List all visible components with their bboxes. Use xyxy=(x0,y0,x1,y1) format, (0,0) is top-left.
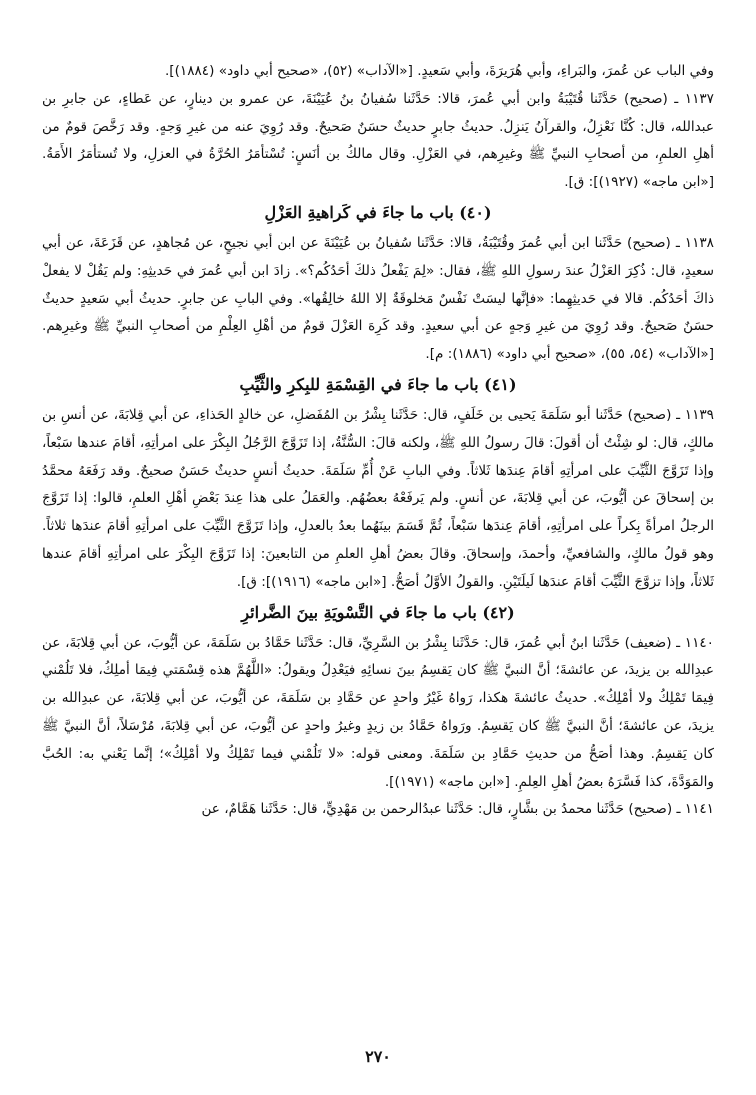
page-number: ٢٧٠ xyxy=(365,1047,391,1066)
hadith-1138: ١١٣٨ ـ (صحيح) حَدَّثَنا ابن أبي عُمرَ وقُتَيْبَةُ، قالا: حَدَّثَنا سُفيانُ بن عُيَيْنَةَ عن ابن أبي نجيحٍ، عن مُجاهدٍ، عن قَزَعَةَ، عن أبي سعيدٍ، قال: ذُكِرَ العَزْلُ عندَ رسولِ اللهِ ﷺ، فقال: «لِمَ يَفْعلُ ذلكَ أحَدُكُم؟». زادَ ابن أبي عُمرَ في حَديثِهِ: ولم يَقُلْ لا يفعلْ ذاكَ أحَدُكُم. قالا في حَديثِهِما: «فإنَّها ليسَتْ نَفْسٌ مَخلوقَةٌ إلا اللهُ خالِقُها». وفي البابِ عن جابرٍ. حديثُ أبي سَعيدٍ حديثٌ حسَنٌ صَحيحٌ. وقد رُوِيَ من غيرِ وَجهٍ عن أبي سعيدٍ. وقد كَرِهَ العَزْلَ قومٌ من أهْلِ العِلْمِ من أصحابِ النبيِّ ﷺ وغيرِهم. [«الآداب» (٥٤، ٥٥)، «صحيح أبي داود» (١٨٨٦): م]. xyxy=(42,234,714,363)
chapter-heading-42: (٤٢) باب ما جاءَ في التَّسْويَةِ بينَ الضَّرائرِ xyxy=(241,602,515,622)
hadith-1140: ١١٤٠ ـ (ضعيف) حَدَّثَنا ابنُ أبي عُمرَ، قال: حَدَّثَنا بِشْرُ بن السَّرِيِّ، قال: حَدَّثَنا حَمَّادُ بن سَلَمَةَ، عن أيُّوبَ، عن أبي قِلابَةَ، عن عبدِالله بن يزيدَ، عن عائشةَ؛ أنَّ النبيَّ ﷺ كان يَقسِمُ بينَ نسائِهِ فيَعْدِلُ ويقولُ: «اللَّهُمَّ هذه قِسْمَتي فِيمَا أملِكُ، فلا تَلُمْني فِيمَا تَمْلِكُ ولا أمْلِكُ». حديثُ عائشةَ هكذا، رَواهُ غَيْرُ واحدٍ عن حَمَّادِ بن سَلَمَةَ، عن أيُّوبَ، عن أبي قِلابَةَ، عن عبدِالله بن يزيدَ، عن عائشةَ؛ أنَّ النبيَّ ﷺ كان يَقسِمُ. ورَواهُ حَمَّادُ بن زيدٍ وغيرُ واحدٍ عن أيُّوبَ، عن أبي قِلابَةَ، مُرْسَلاً، أنَّ النبيَّ ﷺ كان يَقسِمُ. وهذا أصَحُّ من حديثِ حَمَّادِ بن سَلَمَةَ. ومعنى قوله: «لا تَلُمْني فيما تَمْلِكُ ولا أمْلِكُ»؛ إنَّما يَعْني به: الحُبَّ والمَوَدَّةَ، كذا فَسَّرَهُ بعضُ أهلِ العِلمِ. [«ابن ماجه» (١٩٧١)]. xyxy=(42,634,714,790)
hadith-1139: ١١٣٩ ـ (صحيح) حَدَّثَنا أبو سَلَمَةَ يَحيى بن خَلَفٍ، قال: حَدَّثَنا بِشْرُ بن المُفَضلِ، عن خالدٍ الحَذاءِ، عن أبي قِلابَةَ، عن أنسِ بن مالكٍ، قال: لو شِئْتُ أن أقولَ: قالَ رسولُ اللهِ ﷺ، ولكنه قالَ: السُّنَّةُ، إذا تَزَوَّجَ الرَّجُلُ البِكْرَ على امرأتِهِ، أقامَ عندها سَبْعاً، وإذا تَزَوَّجَ الثَّيِّبَ على امرأتِهِ أقامَ عِندَها ثَلاثاً. وفي البابِ عَنْ أُمِّ سَلَمَةَ. حديثُ أنسٍ حديثٌ حَسَنٌ صحيحٌ. وقد رَفَعَهُ محمَّدُ بن إسحاقَ عن أيُّوبَ، عن أبي قِلابَةَ، عن أنسٍ. ولم يَرفَعْهُ بعضُهُم. والعَمَلُ على هذا عِندَ بَعْضِ أهْلِ العلمِ، قالوا: إذا تَزَوَّجَ الرجلُ امرأةً بِكراً على امرأتِهِ، أقامَ عِندَها سَبْعاً، ثُمَّ قَسَمَ بينَهُما بعدُ بالعدلِ، وإذا تَزَوَّجَ الثَّيِّبَ على امرأتِهِ أقامَ عندَها ثلاثاً. وهو قولُ مالكٍ، والشافعيِّ، وأحمدَ، وإسحاقَ. وقالَ بعضُ أهلِ العلمِ من التابعينَ: إذا تَزَوَّجَ البِكْرَ على امرأتِهِ أقامَ عندها ثَلاثاً، وإذا تزوَّجَ الثَّيِّبَ أقامَ عندَها لَيلَتَيْنِ. والقولُ الأوَّلُ أصَحُّ. [«ابن ماجه» (١٩١٦)]: ق]. xyxy=(42,406,714,590)
hadith-1141: ١١٤١ ـ (صحيح) حَدَّثَنا محمدُ بن بشَّارٍ، قال: حَدَّثَنا عبدُالرحمن بن مَهْدِيٍّ، قال: حَدَّثَنا هَمَّامٌ، عن xyxy=(201,801,714,818)
chapter-heading-40: (٤٠) باب ما جاءَ في كَراهيةِ العَزْلِ xyxy=(264,202,492,222)
paragraph-related-chapter: وفي الباب عن عُمرَ، والبَراءِ، وأبي هُرَيرَةَ، وأبي سَعيدٍ. [«الآداب» (٥٢)، «صحيح أبي داود» (١٨٨٤)]. xyxy=(164,63,714,79)
book-page xyxy=(42,58,714,1058)
chapter-heading-41: (٤١) باب ما جاءَ في القِسْمَةِ للبِكرِ والثَّيِّبِ xyxy=(239,374,517,394)
hadith-1137: ١١٣٧ ـ (صحيح) حَدَّثَنا قُتَيْبَةُ وابن أبي عُمرَ، قالا: حَدَّثَنا سُفيانُ بنُ عُيَيْنَةَ، عن عمرو بن دينارٍ، عن عَطاءٍ، عن جابرِ بن عبدالله، قال: كُنَّا نَعْزِلُ، والقرآنُ يَنزِلُ. حديثُ جابرٍ حديثٌ حسَنٌ صَحيحٌ. وقد رُوِيَ عنه من غيرِ وَجهٍ. وقد رَخَّصَ قومٌ من أهلِ العلمِ، من أصحابِ النبيِّ ﷺ وغيرِهم، في العَزْلِ. وقال مالكُ بن أنَسٍ: تُسْتأمَرُ الحُرَّةُ في العزلِ، ولا تُستأمَرُ الأَمَةُ. [«ابن ماجه» (١٩٢٧)]: ق]. xyxy=(42,90,714,191)
